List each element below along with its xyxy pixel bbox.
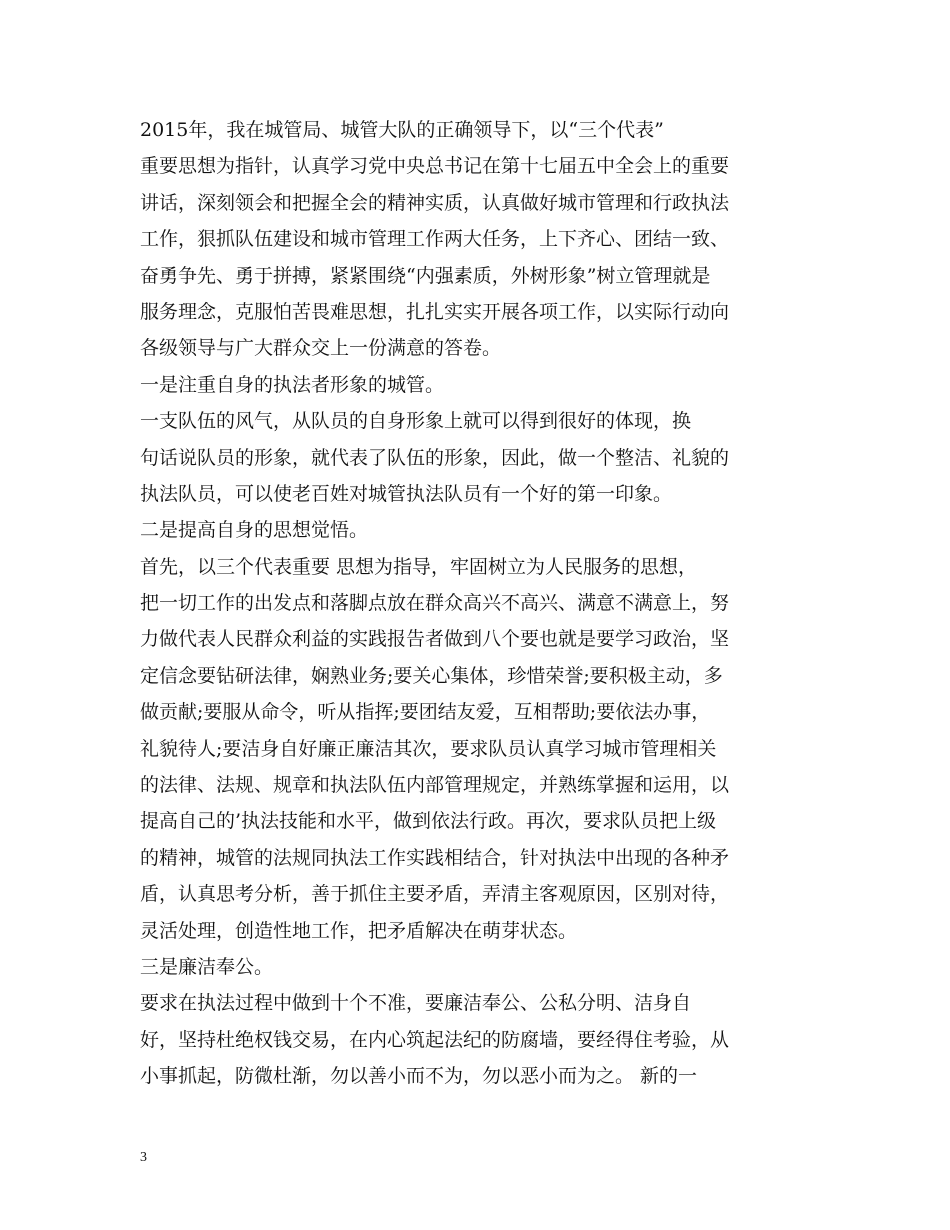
text-line: 把一切工作的出发点和落脚点放在群众高兴不高兴、满意不满意上，努 bbox=[140, 592, 730, 615]
text-line: 重要思想为指针，认真学习党中央总书记在第十七届五中全会上的重要 bbox=[140, 155, 730, 178]
text-line: 灵活处理，创造性地工作，把矛盾解决在萌芽状态。 bbox=[140, 919, 578, 942]
text-line: 奋勇争先、勇于拼搏，紧紧围绕“内强素质，外树形象”树立管理就是 bbox=[140, 264, 711, 287]
text-line: 提高自己的’执法技能和水平，做到依法行政。再次，要求队员把上级 bbox=[140, 810, 717, 833]
section-heading: 一是注重自身的执法者形象的城管。 bbox=[140, 373, 445, 396]
text-line: 好，坚持杜绝权钱交易，在内心筑起法纪的防腐墙，要经得住考验，从 bbox=[140, 1028, 730, 1051]
text-line: 的法律、法规、规章和执法队伍内部管理规定，并熟练掌握和运用，以 bbox=[140, 774, 730, 797]
text-line: 一支队伍的风气，从队员的自身形象上就可以得到很好的体现，换 bbox=[140, 410, 692, 433]
text-line: 定信念要钻研法律，娴熟业务;要关心集体，珍惜荣誉;要积极主动，多 bbox=[140, 664, 723, 687]
text-line: 执法队员，可以使老百姓对城管执法队员有一个好的第一印象。 bbox=[140, 482, 673, 505]
text-line: 力做代表人民群众利益的实践报告者做到八个要也就是要学习政治，坚 bbox=[140, 628, 730, 651]
text-line: 的精神，城管的法规同执法工作实践相结合，针对执法中出现的各种矛 bbox=[140, 846, 730, 869]
text-line: 各级领导与广大群众交上一份满意的答卷。 bbox=[140, 337, 502, 360]
text-line: 句话说队员的形象，就代表了队伍的形象，因此，做一个整洁、礼貌的 bbox=[140, 446, 730, 469]
text-line: 工作，狠抓队伍建设和城市管理工作两大任务，上下齐心、团结一致、 bbox=[140, 228, 730, 251]
page-number: 3 bbox=[140, 1150, 147, 1165]
text-line: 要求在执法过程中做到十个不准，要廉洁奉公、公私分明、洁身自 bbox=[140, 992, 692, 1015]
text-line: 盾，认真思考分析，善于抓住主要矛盾，弄清主客观原因，区别对待， bbox=[140, 883, 730, 906]
section-heading: 二是提高自身的思想觉悟。 bbox=[140, 519, 369, 542]
text-line: 讲话，深刻领会和把握全会的精神实质，认真做好城市管理和行政执法 bbox=[140, 191, 730, 214]
section-heading: 三是廉洁奉公。 bbox=[140, 955, 274, 978]
text-line: 首先，以三个代表重要 思想为指导，牢固树立为人民服务的思想， bbox=[140, 555, 698, 578]
body-text bbox=[140, 112, 820, 1095]
text-line: 做贡献;要服从命令，听从指挥;要团结友爱，互相帮助;要依法办事， bbox=[140, 701, 711, 724]
text-line: 小事抓起，防微杜渐，勿以善小而不为，勿以恶小而为之。 新的一 bbox=[140, 1065, 698, 1088]
text-line: 2015年，我在城管局、城管大队的正确领导下，以“三个代表” bbox=[140, 119, 664, 141]
text-line: 礼貌待人;要洁身自好廉正廉洁其次，要求队员认真学习城市管理相关 bbox=[140, 737, 717, 760]
text-line: 服务理念，克服怕苦畏难思想，扎扎实实开展各项工作，以实际行动向 bbox=[140, 300, 730, 323]
